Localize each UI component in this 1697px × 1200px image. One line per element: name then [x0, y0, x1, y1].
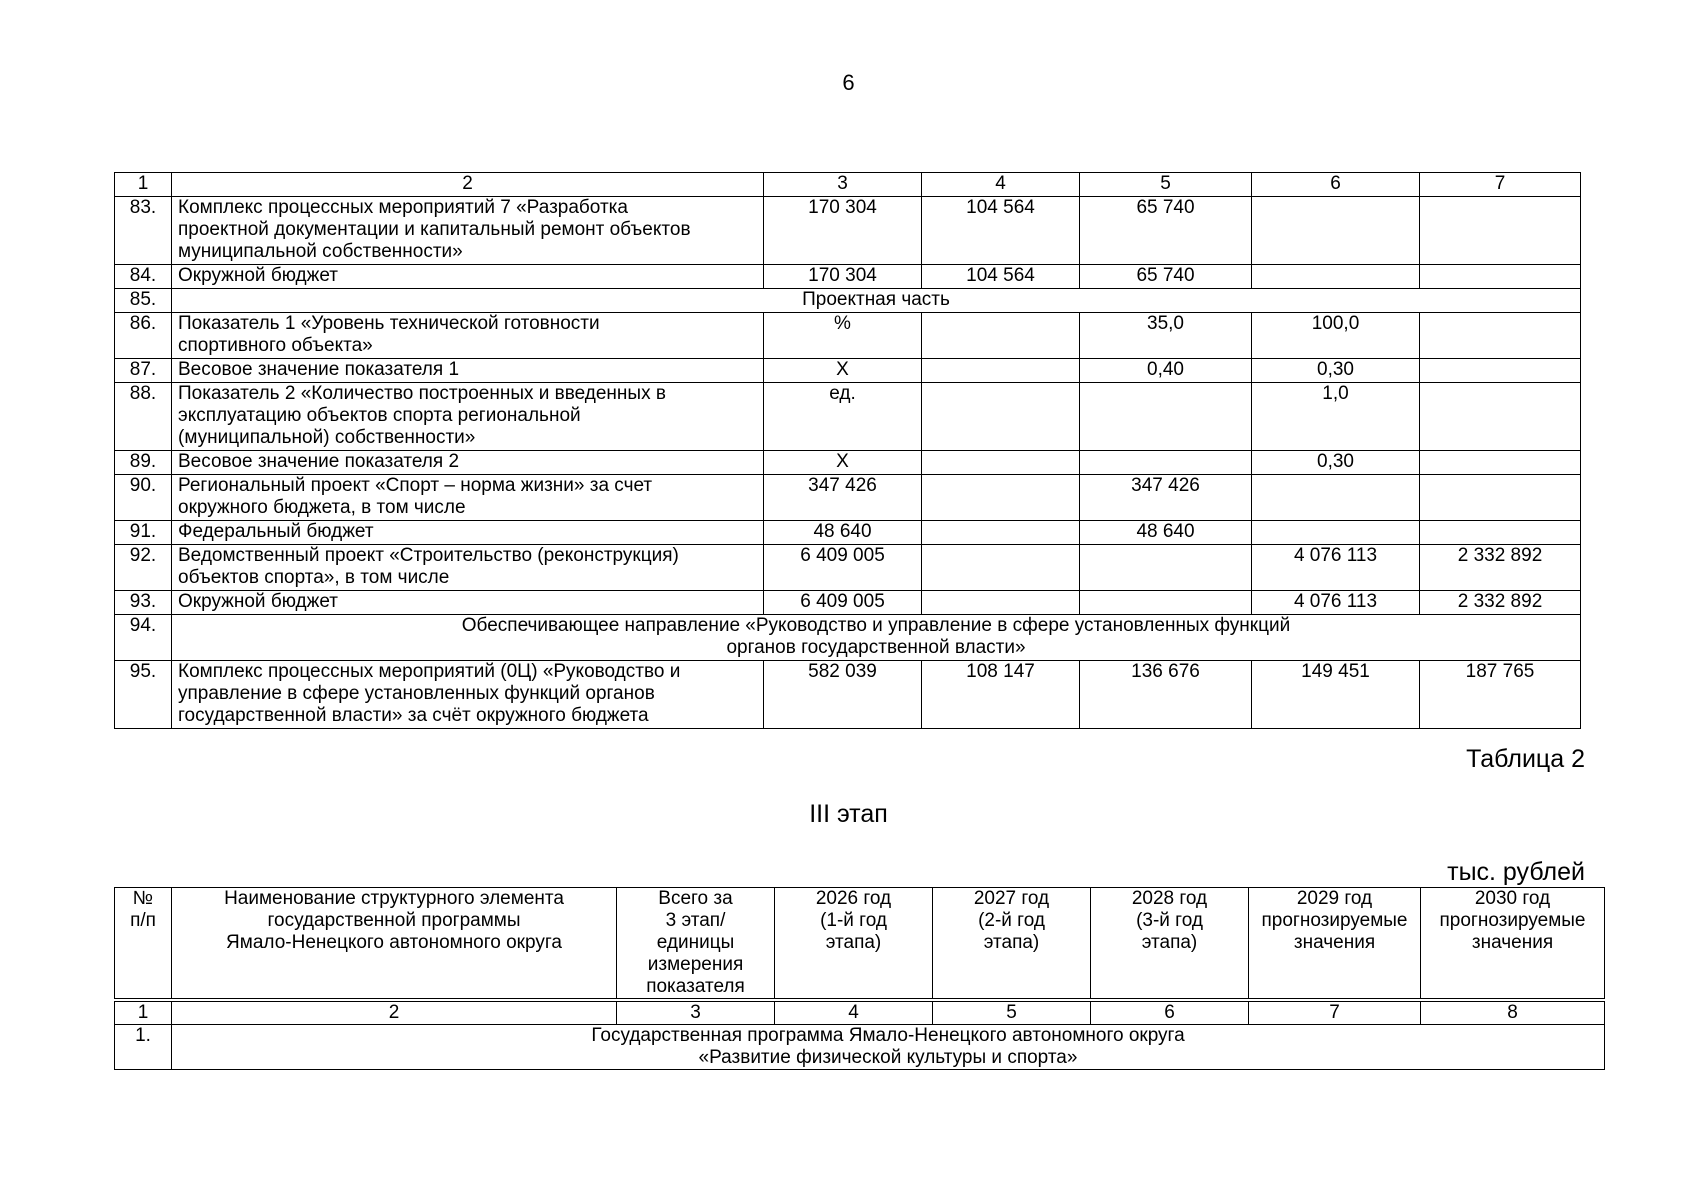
column-header-cell: Всего за 3 этап/ единицы измерения показателя	[617, 888, 775, 999]
value-cell	[922, 591, 1080, 615]
value-cell: 6 409 005	[764, 591, 922, 615]
column-index-cell: 4	[922, 173, 1080, 197]
row-name-cell: Показатель 1 «Уровень технической готовности спортивного объекта»	[172, 313, 764, 359]
table-row	[115, 289, 1581, 313]
row-number-cell: 85.	[115, 289, 172, 313]
row-number-cell: 88.	[115, 383, 172, 451]
value-cell	[1080, 451, 1252, 475]
column-header-cell: Наименование структурного элемента государственной программы Ямало-Ненецкого автономного округа	[172, 888, 617, 999]
table-row	[115, 359, 1581, 383]
table-2-header	[114, 887, 1605, 999]
table-row	[115, 521, 1581, 545]
column-index-cell: 1	[115, 1002, 172, 1025]
column-index-cell: 4	[775, 1002, 933, 1025]
column-header-cell: 2028 год (3-й год этапа)	[1091, 888, 1249, 999]
value-cell	[922, 451, 1080, 475]
value-cell	[1252, 475, 1420, 521]
units-label: тыс. рублей	[1447, 858, 1585, 886]
value-cell	[922, 521, 1080, 545]
value-cell	[1420, 313, 1581, 359]
table-row	[115, 313, 1581, 359]
row-number-cell: 90.	[115, 475, 172, 521]
value-cell: 65 740	[1080, 265, 1252, 289]
value-cell: 6 409 005	[764, 545, 922, 591]
column-header-cell: № п/п	[115, 888, 172, 999]
row-name-cell: Федеральный бюджет	[172, 521, 764, 545]
row-number-cell: 94.	[115, 615, 172, 661]
row-number-cell: 83.	[115, 197, 172, 265]
column-index-cell: 8	[1421, 1002, 1605, 1025]
value-cell: 108 147	[922, 661, 1080, 729]
value-cell	[1080, 591, 1252, 615]
value-cell	[1420, 451, 1581, 475]
page-number: 6	[842, 70, 855, 95]
table-row	[115, 615, 1581, 661]
table-2	[114, 1001, 1605, 1070]
value-cell	[1420, 359, 1581, 383]
table-row	[115, 1025, 1605, 1070]
value-cell: Х	[764, 359, 922, 383]
row-number-cell: 86.	[115, 313, 172, 359]
table-header-row	[115, 1002, 1605, 1025]
column-index-cell: 3	[764, 173, 922, 197]
value-cell: 170 304	[764, 265, 922, 289]
value-cell: 347 426	[1080, 475, 1252, 521]
column-header-cell: 2030 год прогнозируемые значения	[1421, 888, 1605, 999]
value-cell	[922, 313, 1080, 359]
column-header-row	[115, 888, 1605, 999]
table-row	[115, 451, 1581, 475]
value-cell	[922, 359, 1080, 383]
row-number-cell: 92.	[115, 545, 172, 591]
value-cell: 104 564	[922, 265, 1080, 289]
row-name-cell: Весовое значение показателя 2	[172, 451, 764, 475]
value-cell: 2 332 892	[1420, 545, 1581, 591]
column-header-cell: 2027 год (2-й год этапа)	[933, 888, 1091, 999]
value-cell: 347 426	[764, 475, 922, 521]
value-cell	[1080, 383, 1252, 451]
table-caption: Таблица 2	[1466, 745, 1585, 773]
value-cell: 48 640	[764, 521, 922, 545]
column-index-cell: 7	[1420, 173, 1581, 197]
value-cell: 65 740	[1080, 197, 1252, 265]
column-index-cell: 5	[933, 1002, 1091, 1025]
row-number-cell: 95.	[115, 661, 172, 729]
value-cell	[1420, 197, 1581, 265]
column-index-cell: 5	[1080, 173, 1252, 197]
table-row	[115, 591, 1581, 615]
column-header-cell: 2026 год (1-й год этапа)	[775, 888, 933, 999]
value-cell: 35,0	[1080, 313, 1252, 359]
row-number-cell: 84.	[115, 265, 172, 289]
row-name-cell: Окружной бюджет	[172, 265, 764, 289]
table-row	[115, 475, 1581, 521]
stage-title: III этап	[809, 800, 888, 828]
value-cell	[1252, 265, 1420, 289]
row-name-cell: Комплекс процессных мероприятий (0Ц) «Руководство и управление в сфере установленных функций органов государственной власти» за счёт окружного бюджета	[172, 661, 764, 729]
value-cell	[1420, 265, 1581, 289]
row-number-cell: 1.	[115, 1025, 172, 1070]
value-cell: 104 564	[922, 197, 1080, 265]
row-number-cell: 87.	[115, 359, 172, 383]
value-cell	[922, 383, 1080, 451]
column-index-cell: 2	[172, 173, 764, 197]
value-cell: 149 451	[1252, 661, 1420, 729]
row-name-cell: Ведомственный проект «Строительство (реконструкция) объектов спорта», в том числе	[172, 545, 764, 591]
value-cell: 0,40	[1080, 359, 1252, 383]
value-cell: 136 676	[1080, 661, 1252, 729]
value-cell	[1252, 521, 1420, 545]
value-cell	[1080, 545, 1252, 591]
value-cell: 0,30	[1252, 451, 1420, 475]
table-row	[115, 383, 1581, 451]
value-cell: 582 039	[764, 661, 922, 729]
value-cell: Х	[764, 451, 922, 475]
row-number-cell: 93.	[115, 591, 172, 615]
row-name-cell: Комплекс процессных мероприятий 7 «Разработка проектной документации и капитальный ремонт объектов муниципальной собственности»	[172, 197, 764, 265]
table-row	[115, 265, 1581, 289]
column-index-cell: 6	[1252, 173, 1420, 197]
column-header-cell: 2029 год прогнозируемые значения	[1249, 888, 1421, 999]
column-index-cell: 2	[172, 1002, 617, 1025]
value-cell: 100,0	[1252, 313, 1420, 359]
table-row	[115, 661, 1581, 729]
table-1-continued	[114, 172, 1581, 729]
row-name-cell: Региональный проект «Спорт – норма жизни» за счет окружного бюджета, в том числе	[172, 475, 764, 521]
table-row	[115, 197, 1581, 265]
column-index-cell: 7	[1249, 1002, 1421, 1025]
value-cell: 187 765	[1420, 661, 1581, 729]
value-cell: %	[764, 313, 922, 359]
value-cell	[922, 475, 1080, 521]
value-cell: 48 640	[1080, 521, 1252, 545]
value-cell: 170 304	[764, 197, 922, 265]
table-row	[115, 545, 1581, 591]
value-cell: 1,0	[1252, 383, 1420, 451]
column-index-cell: 1	[115, 173, 172, 197]
section-heading-cell: Государственная программа Ямало-Ненецкого автономного округа «Развитие физической культуры и спорта»	[172, 1025, 1605, 1070]
value-cell	[1420, 383, 1581, 451]
value-cell	[922, 545, 1080, 591]
value-cell: 0,30	[1252, 359, 1420, 383]
row-name-cell: Показатель 2 «Количество построенных и введенных в эксплуатацию объектов спорта региональной (муниципальной) собственности»	[172, 383, 764, 451]
value-cell: ед.	[764, 383, 922, 451]
section-heading-cell: Обеспечивающее направление «Руководство и управление в сфере установленных функций органов государственной власти»	[172, 615, 1581, 661]
value-cell	[1420, 521, 1581, 545]
column-index-cell: 6	[1091, 1002, 1249, 1025]
column-index-cell: 3	[617, 1002, 775, 1025]
row-name-cell: Весовое значение показателя 1	[172, 359, 764, 383]
row-number-cell: 89.	[115, 451, 172, 475]
section-heading-cell: Проектная часть	[172, 289, 1581, 313]
row-number-cell: 91.	[115, 521, 172, 545]
value-cell	[1252, 197, 1420, 265]
table-header-row	[115, 173, 1581, 197]
value-cell	[1420, 475, 1581, 521]
value-cell: 4 076 113	[1252, 591, 1420, 615]
value-cell: 4 076 113	[1252, 545, 1420, 591]
row-name-cell: Окружной бюджет	[172, 591, 764, 615]
value-cell: 2 332 892	[1420, 591, 1581, 615]
